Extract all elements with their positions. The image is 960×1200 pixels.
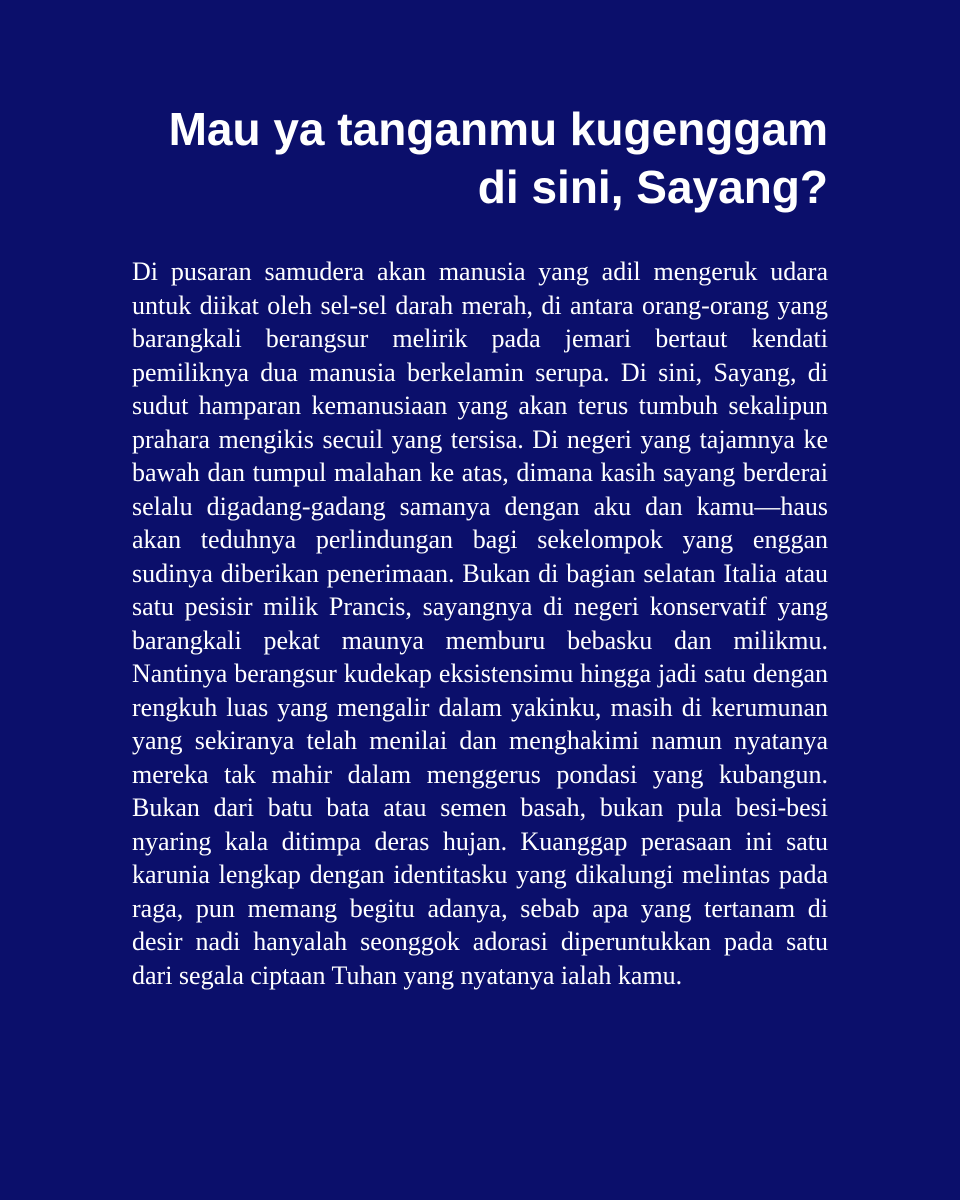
title-line-2: di sini, Sayang? [477, 161, 828, 213]
title-line-1: Mau ya tanganmu kugenggam [168, 103, 828, 155]
poem-body: Di pusaran samudera akan manusia yang adil mengeruk udara untuk diikat oleh sel-sel darah merah, di antara orang-orang yang barangkali berangsur melirik pada jemari bertaut kendati pemiliknya dua manusia berkelamin serupa. Di sini, Sayang, di sudut hamparan kemanusiaan yang akan terus tumbuh sekalipun prahara mengikis secuil yang tersisa. Di negeri yang tajamnya ke bawah dan tumpul malahan ke atas, dimana kasih sayang berderai selalu digadang-gadang samanya dengan aku dan kamu—haus akan teduhnya perlindungan bagi sekelompok yang enggan sudinya diberikan penerimaan. Bukan di bagian selatan Italia atau satu pesisir milik Prancis, sayangnya di negeri konservatif yang barangkali pekat maunya memburu bebasku dan milikmu. Nantinya berangsur kudekap eksistensimu hingga jadi satu dengan rengkuh luas yang mengalir dalam yakinku, masih di kerumunan yang sekiranya telah menilai dan menghakimi namun nyatanya mereka tak mahir dalam menggerus pondasi yang kubangun. Bukan dari batu bata atau semen basah, bukan pula besi-besi nyaring kala ditimpa deras hujan. Kuanggap perasaan ini satu karunia lengkap dengan identitasku yang dikalungi melintas pada raga, pun memang begitu adanya, sebab apa yang tertanam di desir nadi hanyalah seonggok adorasi diperuntukkan pada satu dari segala ciptaan Tuhan yang nyatanya ialah kamu. [132, 257, 828, 990]
page-title [128, 100, 828, 216]
